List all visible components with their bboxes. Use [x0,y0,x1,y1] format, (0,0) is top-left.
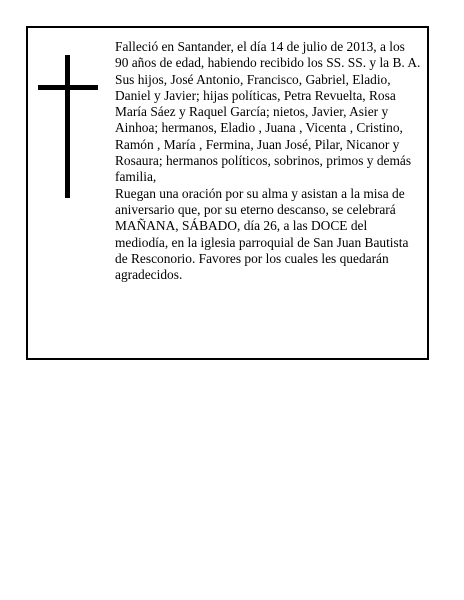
cross-horizontal-bar [38,85,98,90]
notice-text [115,39,421,283]
cross-vertical-bar [65,55,70,198]
mass-invitation-paragraph: Ruegan una oración por su alma y asistan a la misa de aniversario que, por su eterno descanso, se celebrará MAÑANA, SÁBADO, día 26, a las DOCE del mediodía, en la iglesia parroquial de San Juan Bautista de Resconorio. Favores por los cuales les quedarán agradecidos. [115,185,409,283]
cross-icon [38,55,98,198]
obituary-notice [26,26,429,360]
death-announcement-paragraph: Falleció en Santander, el día 14 de julio de 2013, a los 90 años de edad, habiendo recibido los SS. SS. y la B. A. [115,39,421,71]
family-paragraph: Sus hijos, José Antonio, Francisco, Gabriel, Eladio, Daniel y Javier; hijas políticas, Petra Revuelta, Rosa María Sáez y Raquel García; nietos, Javier, Asier y Ainhoa; hermanos, Eladio , Juana , Vicenta , Cristino, Ramón , María , Fermina, Juan José, Pilar, Nicanor y Rosaura; hermanos políticos, sobrinos, primos y demás familia, [115,71,412,185]
